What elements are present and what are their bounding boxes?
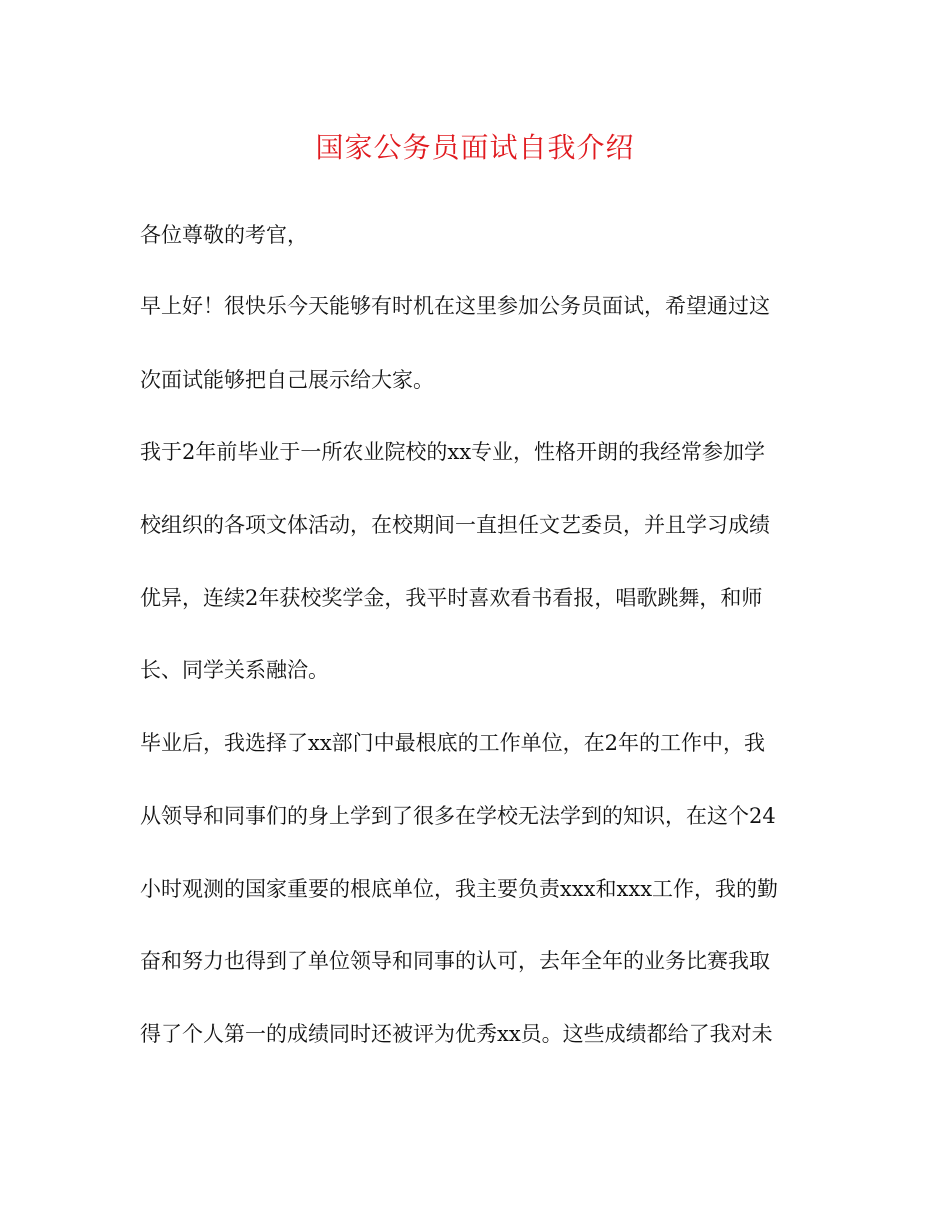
body-line-11: 得了个人第一的成绩同时还被评为优秀xx员。这些成绩都给了我对未 bbox=[140, 1022, 773, 1046]
body-line-2: 次面试能够把自己展示给大家。 bbox=[140, 368, 434, 392]
body-line-4: 校组织的各项文体活动，在校期间一直担任文艺委员，并且学习成绩 bbox=[140, 513, 770, 537]
body-line-3: 我于2年前毕业于一所农业院校的xx专业，性格开朗的我经常参加学 bbox=[140, 440, 766, 464]
body-line-9: 小时观测的国家重要的根底单位，我主要负责xxx和xxx工作，我的勤 bbox=[140, 877, 779, 901]
body-line-8: 从领导和同事们的身上学到了很多在学校无法学到的知识，在这个24 bbox=[140, 804, 776, 828]
body-line-7: 毕业后，我选择了xx部门中最根底的工作单位，在2年的工作中，我 bbox=[140, 731, 766, 755]
body-line-6: 长、同学关系融洽。 bbox=[140, 658, 329, 682]
body-line-5: 优异，连续2年获校奖学金，我平时喜欢看书看报，唱歌跳舞，和师 bbox=[140, 586, 763, 610]
body-line-1: 早上好！很快乐今天能够有时机在这里参加公务员面试，希望通过这 bbox=[140, 294, 770, 318]
greeting-line: 各位尊敬的考官， bbox=[140, 223, 308, 247]
document-title: 国家公务员面试自我介绍 bbox=[315, 131, 635, 164]
body-line-10: 奋和努力也得到了单位领导和同事的认可，去年全年的业务比赛我取 bbox=[140, 949, 770, 973]
